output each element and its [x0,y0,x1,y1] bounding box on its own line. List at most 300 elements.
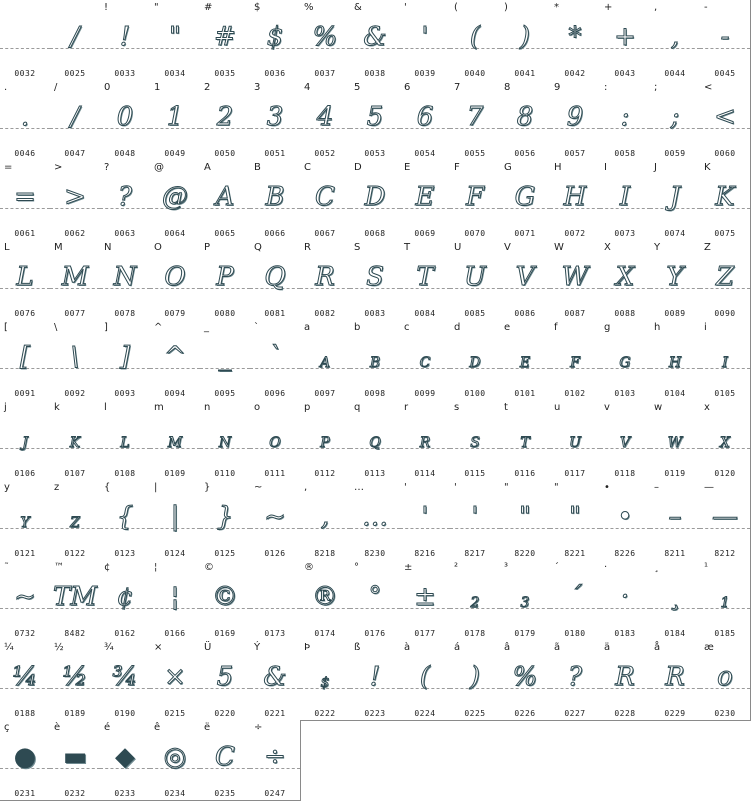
glyph-cell[interactable] [300,240,351,321]
glyph-preview [0,14,50,56]
glyph-code-label: 0109 [164,469,186,478]
glyph-cell[interactable] [650,80,701,161]
glyph-code-label: 0089 [664,309,686,318]
glyph-code-label: 0037 [314,69,336,78]
glyph-cell[interactable] [550,560,601,641]
glyph-key-label: { [104,482,111,493]
glyph-preview: ÷ [264,742,286,772]
glyph-cell[interactable] [150,400,201,481]
glyph-code-label: 0042 [564,69,586,78]
glyph-preview: @ [162,182,188,212]
glyph-cell[interactable] [200,400,251,481]
glyph-preview: ! [119,22,131,52]
glyph-cell[interactable] [0,160,51,241]
glyph-preview: + [614,22,636,52]
glyph-cell[interactable] [150,160,201,241]
glyph-key-label: 7 [454,82,461,93]
glyph-cell[interactable] [350,240,401,321]
glyph-cell[interactable] [450,240,501,321]
glyph-code-label: 0046 [14,149,36,158]
glyph-code-label: 0085 [464,309,486,318]
glyph-preview: ( [419,662,431,692]
glyph-key-label: 1 [154,82,161,93]
glyph-cell[interactable] [100,720,151,801]
glyph-code-label: 0061 [14,229,36,238]
glyph-preview: A [215,182,235,212]
glyph-cell[interactable] [350,560,401,641]
glyph-preview: H [668,355,682,371]
glyph-cell[interactable] [300,80,351,161]
glyph-cell[interactable] [400,640,451,721]
glyph-cell[interactable] [200,80,251,161]
glyph-key-label: ¢ [104,562,111,573]
glyph-cell[interactable] [50,320,101,401]
glyph-key-label: " [504,482,509,493]
glyph-key-label: ? [104,162,110,173]
glyph-cell[interactable] [600,400,651,481]
glyph-cell[interactable] [550,320,601,401]
glyph-key-label: / [54,82,58,93]
glyph-preview: " [169,22,181,52]
glyph-key-label: ¦ [154,562,158,573]
glyph-cell[interactable] [600,160,651,241]
glyph-cell[interactable] [650,0,701,81]
glyph-key-label: , [654,2,658,13]
glyph-cell[interactable] [450,480,501,561]
glyph-preview: B [369,355,381,371]
glyph-cell[interactable] [0,0,51,81]
glyph-key-label: h [654,322,661,333]
glyph-cell[interactable] [0,240,51,321]
glyph-cell[interactable] [150,480,201,561]
glyph-cell[interactable] [150,240,201,321]
glyph-cell[interactable] [0,320,51,401]
glyph-cell[interactable] [600,320,651,401]
glyph-cell[interactable] [50,480,101,561]
glyph-cell[interactable] [700,320,751,401]
glyph-cell[interactable] [100,0,151,81]
glyph-cell[interactable] [550,160,601,241]
glyph-cell[interactable] [700,480,751,561]
glyph-cell[interactable] [500,80,551,161]
glyph-cell[interactable] [450,560,501,641]
glyph-key-label: G [504,162,512,173]
glyph-cell[interactable] [250,720,301,801]
glyph-key-label: ~ [254,482,263,493]
glyph-code-label: 0232 [64,789,86,798]
glyph-cell[interactable] [0,640,51,721]
glyph-cell[interactable] [650,240,701,321]
glyph-cell[interactable] [100,80,151,161]
glyph-cell[interactable] [500,560,551,641]
glyph-key-label: + [604,2,613,13]
glyph-cell[interactable] [100,640,151,721]
glyph-cell[interactable] [350,160,401,241]
glyph-preview: ¼ [12,662,38,692]
glyph-cell[interactable] [100,320,151,401]
glyph-code-label: 8211 [664,549,686,558]
glyph-cell[interactable] [500,640,551,721]
glyph-cell[interactable] [300,400,351,481]
glyph-cell[interactable] [50,0,101,81]
glyph-code-label: 0228 [614,709,636,718]
glyph-code-label: 0087 [564,309,586,318]
glyph-cell[interactable] [200,720,251,801]
glyph-key-label: p [304,402,311,413]
glyph-cell[interactable] [500,160,551,241]
glyph-preview: ) [519,22,531,52]
glyph-preview: P [320,435,330,451]
glyph-key-label: Z [704,242,711,253]
glyph-cell[interactable] [450,160,501,241]
glyph-cell[interactable] [500,320,551,401]
glyph-preview: • [617,502,633,532]
glyph-key-label: ] [104,322,108,333]
glyph-cell[interactable] [0,560,51,641]
glyph-code-label: 0051 [264,149,286,158]
glyph-cell[interactable] [650,400,701,481]
glyph-cell[interactable] [150,0,201,81]
glyph-key-label: i [704,322,707,333]
glyph-cell[interactable] [250,480,301,561]
glyph-key-label: 8 [504,82,511,93]
glyph-preview: ¾ [112,662,138,692]
glyph-cell[interactable] [200,480,251,561]
glyph-cell[interactable] [600,0,651,81]
glyph-cell[interactable] [400,0,451,81]
glyph-key-label: b [354,322,361,333]
glyph-preview: ± [414,582,436,612]
glyph-preview: ½ [62,662,88,692]
glyph-key-label: à [404,642,411,653]
glyph-cell[interactable] [50,160,101,241]
glyph-cell[interactable] [700,80,751,161]
glyph-cell[interactable] [150,320,201,401]
glyph-key-label: ³ [504,562,509,573]
glyph-key-label: … [354,482,364,493]
glyph-preview: 3 [266,102,284,132]
glyph-cell[interactable] [700,400,751,481]
glyph-cell[interactable] [400,560,451,641]
glyph-preview: o [717,662,733,692]
glyph-preview: R [615,662,635,692]
glyph-cell[interactable] [150,560,201,641]
glyph-key-label: ß [354,642,361,653]
glyph-cell[interactable] [250,400,301,481]
glyph-preview: ] [119,342,131,372]
glyph-key-label: F [454,162,460,173]
glyph-code-label: 0235 [214,789,236,798]
glyph-cell[interactable] [600,560,651,641]
glyph-code-label: 0082 [314,309,336,318]
glyph-code-label: 0080 [214,309,236,318]
glyph-key-label: Q [254,242,262,253]
glyph-cell[interactable] [150,720,201,801]
glyph-cell[interactable] [0,720,51,801]
glyph-cell[interactable] [700,640,751,721]
glyph-key-label: N [104,242,112,253]
glyph-cell[interactable] [100,480,151,561]
glyph-key-label: ( [454,2,458,13]
glyph-code-label: 0118 [614,469,636,478]
glyph-code-label: 0036 [264,69,286,78]
glyph-cell[interactable] [50,240,101,321]
glyph-preview: W [561,262,589,292]
glyph-cell[interactable] [200,160,251,241]
glyph-key-label: ç [4,722,10,733]
glyph-preview: J [22,435,28,451]
glyph-cell[interactable] [350,0,401,81]
glyph-cell[interactable] [200,640,251,721]
glyph-cell[interactable] [50,640,101,721]
glyph-preview: · [620,582,630,612]
glyph-key-label: ® [304,562,314,573]
glyph-code-label: 0732 [14,629,36,638]
glyph-preview: V [515,262,535,292]
glyph-preview: — [712,502,738,532]
glyph-code-label: 0088 [614,309,636,318]
glyph-cell[interactable] [400,160,451,241]
glyph-cell[interactable] [500,400,551,481]
glyph-code-label: 0040 [464,69,486,78]
glyph-preview: E [519,355,531,371]
glyph-cell[interactable] [50,560,101,641]
glyph-key-label: ± [404,562,413,573]
glyph-cell[interactable] [450,400,501,481]
glyph-code-label: 0176 [364,629,386,638]
glyph-code-label: 0102 [564,389,586,398]
glyph-code-label: 0226 [514,709,536,718]
glyph-cell[interactable] [550,80,601,161]
glyph-cell[interactable] [450,0,501,81]
glyph-cell[interactable] [500,480,551,561]
glyph-code-label: 0174 [314,629,336,638]
glyph-cell[interactable] [450,640,501,721]
glyph-preview: 6 [416,102,434,132]
glyph-key-label: & [354,2,362,13]
glyph-cell[interactable] [250,80,301,161]
glyph-preview: O [164,262,186,292]
glyph-preview: 3 [520,595,530,611]
glyph-cell[interactable] [400,480,451,561]
glyph-preview: & [263,662,287,692]
glyph-code-label: 0075 [714,229,736,238]
glyph-preview: F [465,182,485,212]
glyph-code-label: 0086 [514,309,536,318]
glyph-preview: 0 [116,102,134,132]
glyph-code-label: 0072 [564,229,586,238]
glyph-key-label: < [704,82,713,93]
glyph-key-label: V [504,242,511,253]
glyph-cell[interactable] [350,320,401,401]
glyph-cell[interactable] [450,320,501,401]
glyph-preview: ¦ [170,582,180,612]
glyph-cell[interactable] [250,320,301,401]
glyph-code-label: 0093 [114,389,136,398]
glyph-cell[interactable] [350,640,401,721]
glyph-preview: Y [666,262,684,292]
glyph-code-label: 0062 [64,229,86,238]
glyph-code-label: 0231 [14,789,36,798]
glyph-code-label: 0221 [264,709,286,718]
glyph-cell[interactable] [200,560,251,641]
glyph-cell[interactable] [450,80,501,161]
glyph-key-label: ¼ [4,642,14,653]
glyph-code-label: 0106 [14,469,36,478]
glyph-cell[interactable] [200,240,251,321]
glyph-cell[interactable] [50,400,101,481]
glyph-key-label: W [554,242,564,253]
glyph-code-label: 0073 [614,229,636,238]
glyph-code-label: 0107 [64,469,86,478]
glyph-cell[interactable] [550,640,601,721]
glyph-code-label: 0121 [14,549,36,558]
glyph-preview: TM [53,582,97,612]
glyph-cell[interactable] [700,560,751,641]
glyph-preview: X [615,262,635,292]
glyph-preview: , [670,22,680,52]
glyph-cell[interactable] [650,560,701,641]
glyph-cell[interactable] [350,80,401,161]
glyph-cell[interactable] [150,640,201,721]
glyph-key-label: C [304,162,311,173]
glyph-code-label: 8221 [564,549,586,558]
glyph-cell[interactable] [400,240,451,321]
glyph-preview: - [720,22,730,52]
glyph-cell[interactable] [500,240,551,321]
glyph-code-label: 0180 [564,629,586,638]
glyph-preview: F [570,355,580,371]
glyph-preview: I [722,355,728,371]
glyph-cell[interactable] [600,640,651,721]
glyph-cell[interactable] [550,400,601,481]
glyph-key-label: } [204,482,211,493]
glyph-cell[interactable] [150,80,201,161]
glyph-cell[interactable] [600,80,651,161]
glyph-key-label: : [604,82,608,93]
glyph-preview: H [563,182,587,212]
glyph-preview: 8 [516,102,534,132]
glyph-cell[interactable] [400,400,451,481]
glyph-code-label: 0052 [314,149,336,158]
glyph-cell[interactable] [100,160,151,241]
glyph-cell[interactable] [700,240,751,321]
glyph-cell[interactable] [100,400,151,481]
glyph-code-label: 0123 [114,549,136,558]
glyph-preview: V [619,435,631,451]
glyph-cell[interactable] [300,320,351,401]
glyph-key-label: A [204,162,211,173]
glyph-key-label: 9 [554,82,561,93]
glyph-cell[interactable] [600,480,651,561]
glyph-cell[interactable] [550,0,601,81]
glyph-code-label: 0188 [14,709,36,718]
glyph-preview: G [619,355,631,371]
glyph-code-label: 0229 [664,709,686,718]
glyph-cell[interactable] [250,240,301,321]
glyph-cell[interactable] [50,720,101,801]
glyph-preview: T [416,262,434,292]
glyph-cell[interactable] [300,640,351,721]
glyph-cell[interactable] [0,480,51,561]
glyph-preview: = [14,182,36,212]
glyph-code-label: 0227 [564,709,586,718]
glyph-cell[interactable] [300,0,351,81]
glyph-cell[interactable] [250,160,301,241]
glyph-cell[interactable] [250,0,301,81]
glyph-cell[interactable] [350,400,401,481]
glyph-cell[interactable] [600,240,651,321]
glyph-key-label: " [554,482,559,493]
glyph-cell[interactable] [100,240,151,321]
glyph-cell[interactable] [650,160,701,241]
glyph-cell[interactable] [0,400,51,481]
glyph-preview: $ [320,675,330,691]
glyph-code-label: 0233 [114,789,136,798]
glyph-key-label: O [154,242,162,253]
glyph-cell[interactable] [650,480,701,561]
glyph-cell[interactable] [700,0,751,81]
glyph-code-label: 0220 [214,709,236,718]
glyph-cell[interactable] [300,480,351,561]
glyph-code-label: 0047 [64,149,86,158]
glyph-code-label: 0185 [714,629,736,638]
glyph-key-label: d [454,322,461,333]
glyph-cell[interactable] [700,160,751,241]
glyph-cell[interactable] [400,320,451,401]
glyph-preview: 4 [316,102,334,132]
glyph-key-label: ã [554,642,561,653]
glyph-preview: Z [715,262,735,292]
glyph-preview: 7 [466,102,484,132]
glyph-cell[interactable] [100,560,151,641]
glyph-preview: _ [218,342,232,372]
glyph-cell[interactable] [650,320,701,401]
glyph-code-label: 0116 [514,469,536,478]
glyph-preview: Y [20,515,30,531]
glyph-cell[interactable] [0,80,51,161]
glyph-cell[interactable] [550,240,601,321]
glyph-code-label: 0096 [264,389,286,398]
glyph-cell[interactable] [300,160,351,241]
glyph-cell[interactable] [350,480,401,561]
glyph-cell[interactable] [250,640,301,721]
glyph-code-label: 0045 [714,69,736,78]
glyph-preview: K [715,182,735,212]
glyph-cell[interactable] [650,640,701,721]
glyph-cell[interactable] [550,480,601,561]
glyph-preview: T [520,435,530,451]
glyph-code-label: 0078 [114,309,136,318]
glyph-code-label: 0113 [364,469,386,478]
glyph-code-label: 8230 [364,549,386,558]
glyph-key-label: T [404,242,411,253]
glyph-preview: [ [19,342,31,372]
glyph-preview: C [315,182,335,212]
glyph-preview: ◆ [115,742,135,772]
glyph-cell[interactable] [250,560,301,641]
glyph-cell[interactable] [200,0,251,81]
glyph-cell[interactable] [500,0,551,81]
glyph-preview: 1 [720,595,730,611]
glyph-cell[interactable] [400,80,451,161]
glyph-preview: . [20,102,30,132]
glyph-cell[interactable] [50,80,101,161]
glyph-cell[interactable] [200,320,251,401]
glyph-cell[interactable] [300,560,351,641]
glyph-key-label: q [354,402,361,413]
glyph-key-label: f [554,322,558,333]
